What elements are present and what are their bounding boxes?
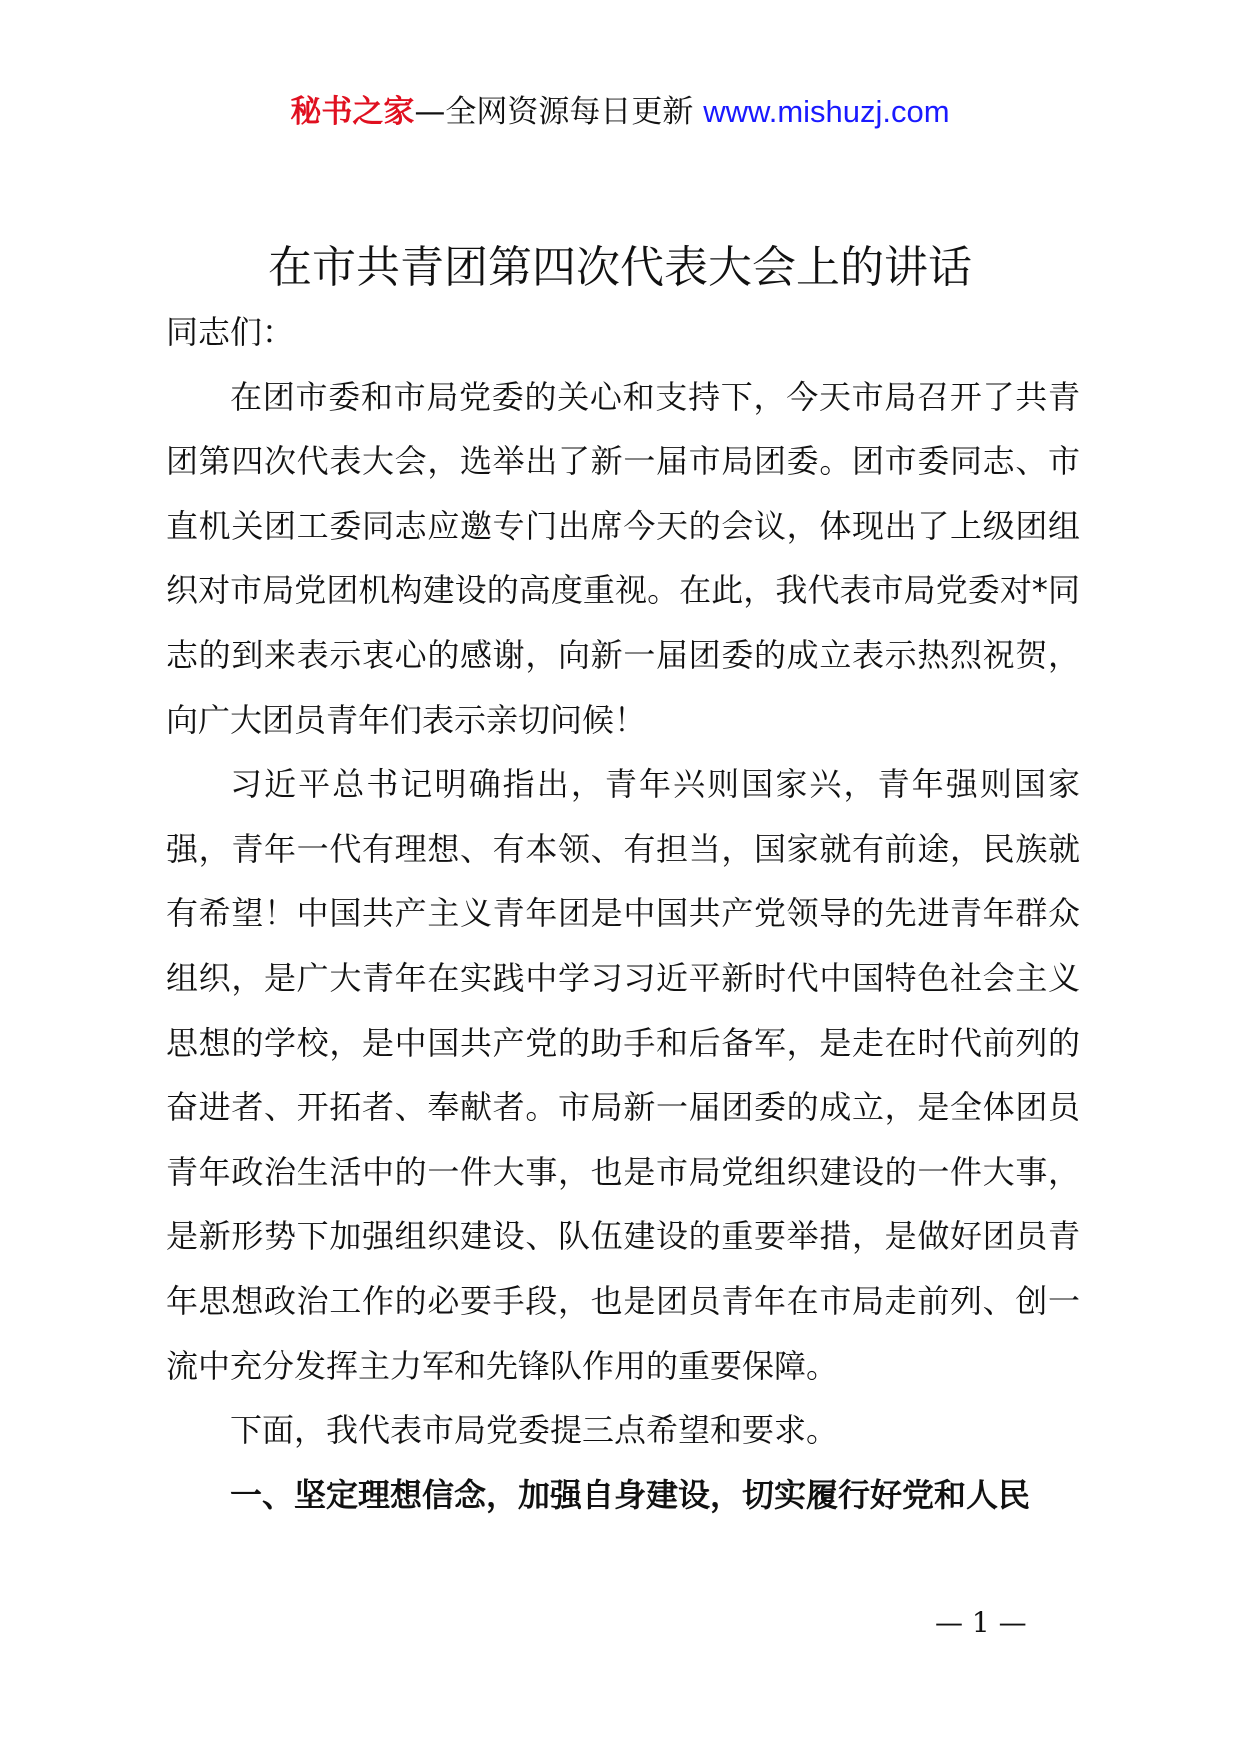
paragraph: 习近平总书记明确指出，青年兴则国家兴，青年强则国家强，青年一代有理想、有本领、有担当，国家就有前途，民族就有希望！中国共产主义青年团是中国共产党领导的先进青年群众组织，是广大青年在实践中学习习近平新时代中国特色社会主义思想的学校，是中国共产党的助手和后备军，是走在时代前列的奋进者、开拓者、奉献者。市局新一届团委的成立，是全体团员青年政治生活中的一件大事，也是市局党组织建设的一件大事，是新形势下加强组织建设、队伍建设的重要举措，是做好团员青年思想政治工作的必要手段，也是团员青年在市局走前列、创一流中充分发挥主力军和先锋队作用的重要保障。 bbox=[166, 765, 1080, 1385]
site-slogan: —全网资源每日更新 bbox=[414, 94, 694, 130]
document-body bbox=[166, 300, 1080, 1527]
site-brand: 秘书之家 bbox=[290, 94, 415, 130]
paragraph: 下面，我代表市局党委提三点希望和要求。 bbox=[230, 1411, 839, 1450]
section-heading: 一、坚定理想信念，加强自身建设，切实履行好党和人民 bbox=[230, 1475, 1031, 1514]
salutation: 同志们： bbox=[166, 313, 295, 351]
page-number: — 1 — bbox=[935, 1606, 1027, 1639]
document-title: 在市共青团第四次代表大会上的讲话 bbox=[268, 242, 972, 293]
site-watermark-header bbox=[0, 92, 1240, 132]
site-url: www.mishuzj.com bbox=[703, 94, 950, 129]
paragraph: 在团市委和市局党委的关心和支持下，今天市局召开了共青团第四次代表大会，选举出了新一届市局团委。团市委同志、市直机关团工委同志应邀专门出席今天的会议，体现出了上级团组织对市局党团机构建设的高度重视。在此，我代表市局党委对*同志的到来表示衷心的感谢，向新一届团委的成立表示热烈祝贺，向广大团员青年们表示亲切问候！ bbox=[166, 377, 1080, 739]
